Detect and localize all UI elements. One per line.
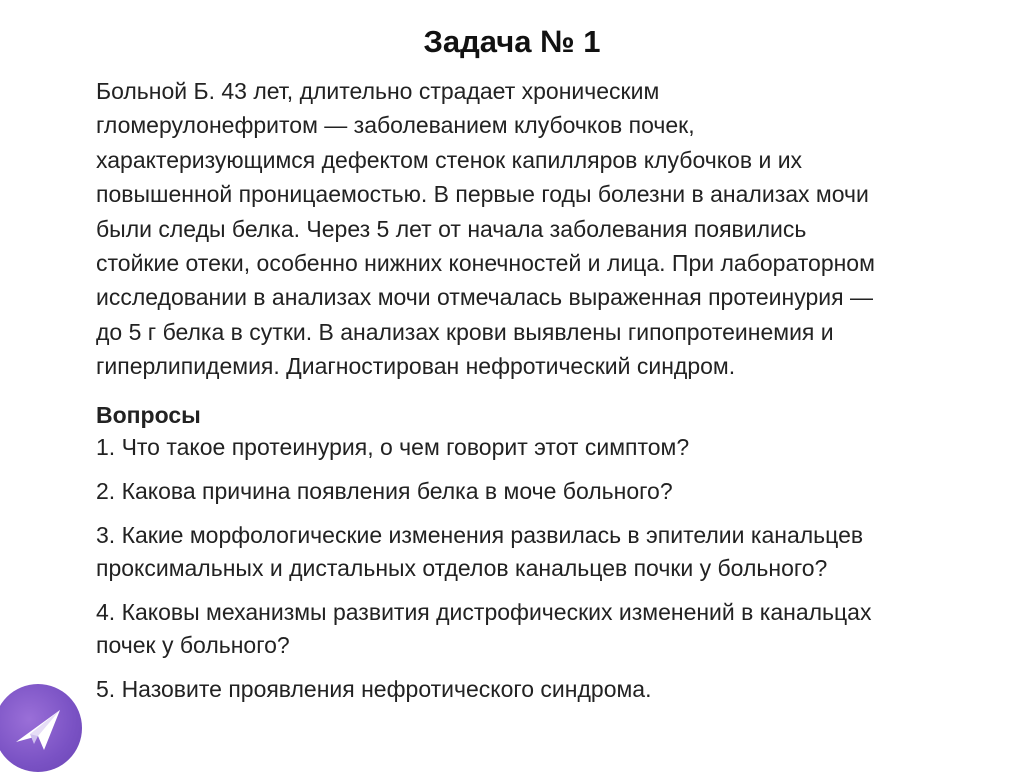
- page-title: Задача № 1: [423, 24, 601, 59]
- question-item-3: 3. Какие морфологические изменения развилась в эпителии канальцев проксимальных и дистальных отделов канальцев почки у больного?: [96, 522, 864, 581]
- logo: [0, 684, 82, 772]
- question-list: [96, 431, 976, 706]
- questions-section: [96, 399, 976, 717]
- question-item-2: 2. Какова причина появления белка в моче больного?: [96, 478, 673, 504]
- questions-heading: Вопросы: [96, 402, 201, 428]
- question-item-5: 5. Назовите проявления нефротического синдрома.: [96, 676, 652, 702]
- question-item-1: 1. Что такое протеинурия, о чем говорит этот симптом?: [96, 434, 690, 460]
- paper-plane-icon: [0, 684, 82, 772]
- case-description: Больной Б. 43 лет, длительно страдает хроническим гломерулонефритом — заболеванием клубочков почек, характеризующимся дефектом стенок капилляров клубочков и их повышенной проницаемостью. В первые годы болезни в анализах мочи были следы белка. Через 5 лет от начала заболевания появились стойкие отеки, особенно нижних конечностей и лица. При лабораторном исследовании в анализах мочи отмечалась выраженная протеинурия — до 5 г белка в сутки. В анализах крови выявлены гипопротеинемия и гиперлипидемия. Диагностирован нефротический синдром.: [96, 78, 875, 380]
- question-item-4: 4. Каковы механизмы развития дистрофических изменений в канальцах почек у больного?: [96, 599, 872, 658]
